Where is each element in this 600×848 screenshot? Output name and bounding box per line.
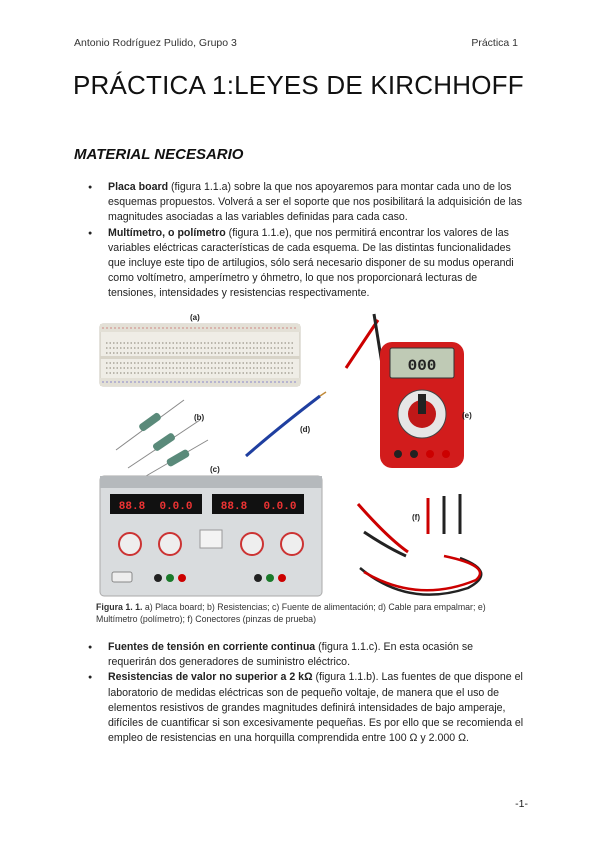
label-e: (e) (462, 411, 472, 420)
list-item (72, 670, 524, 746)
header-author: Antonio Rodríguez Pulido, Grupo 3 (74, 37, 237, 49)
list-item (72, 640, 524, 670)
materials-list-top (72, 180, 524, 302)
psu-display-a2: 0.0.0 (263, 501, 297, 513)
item-term: Resistencias de valor no superior a 2 kΩ (108, 671, 313, 684)
psu-display-v1: 88.8 (118, 501, 146, 513)
list-item (72, 180, 524, 226)
item-text: (figura 1.1.b). Las fuentes de que dispone el laboratorio de medidas eléctricas son de pequeño voltaje, de manera que el uso de elementos resistivos de grandes magnitudes definirá intensidades de bajo amperaje, difíciles de cuantificar si son excesivamente pequeñas. Es por ello que se recomienda el empleo de resistencias en una horquilla comprendida entre 100 Ω y 2.000 Ω. (108, 671, 524, 745)
multimeter-display: 000 (407, 357, 437, 375)
materials-list-bottom (72, 640, 524, 746)
section-title: MATERIAL NECESARIO (74, 146, 244, 163)
page-title: PRÁCTICA 1:LEYES DE KIRCHHOFF (73, 70, 524, 100)
psu-display-a1: 0.0.0 (159, 501, 193, 513)
equipment-figure (88, 308, 508, 608)
breadboard-image (100, 324, 300, 386)
caption-text: a) Placa board; b) Resistencias; c) Fuente de alimentación; d) Cable para empalmar; e) Multímetro (polímetro); f) Conectores (pinzas de prueba) (96, 602, 486, 624)
multimeter-image (346, 314, 464, 468)
resistors-image (116, 400, 208, 476)
item-text: (figura 1.1.e), que nos permitirá encontrar los valores de las variables eléctricas características de cada esquema. De las distintas funcionalidades que incluye este tipo de artilugios, sólo será necesario disponer de su modus operandi como voltímetro, amperímetro y óhmetro, lo que nos proporcionará lecturas de tensiones, intensidades y resistencias respectivamente. (108, 226, 514, 300)
list-item (72, 226, 524, 302)
power-supply-image (100, 476, 322, 596)
label-a: (a) (190, 313, 200, 322)
header-practice: Práctica 1 (471, 37, 518, 49)
item-term: Placa board (108, 181, 169, 193)
equipment-illustration (88, 308, 508, 608)
label-f: (f) (412, 513, 420, 522)
label-d: (d) (300, 425, 311, 434)
page-number: -1- (515, 798, 528, 810)
label-b: (b) (194, 413, 205, 422)
figure-caption (96, 601, 516, 625)
test-leads-image (358, 494, 481, 595)
item-text: (figura 1.1.a) sobre la que nos apoyaremos para montar cada uno de los esquemas propuestos. Volverá a ser el soporte que nos posibilitará la adquisición de las magnitudes asociadas a las variables definidas para cada caso. (108, 181, 522, 224)
caption-label: Figura 1. 1. (96, 602, 143, 612)
psu-display-v2: 88.8 (220, 501, 248, 513)
item-term: Multímetro, o polímetro (108, 226, 226, 239)
label-c: (c) (210, 465, 220, 474)
item-text: (figura 1.1.c). En esta ocasión se requerirán dos generadores de suministro eléctrico. (108, 641, 474, 669)
item-term: Fuentes de tensión en corriente continua (108, 641, 316, 653)
